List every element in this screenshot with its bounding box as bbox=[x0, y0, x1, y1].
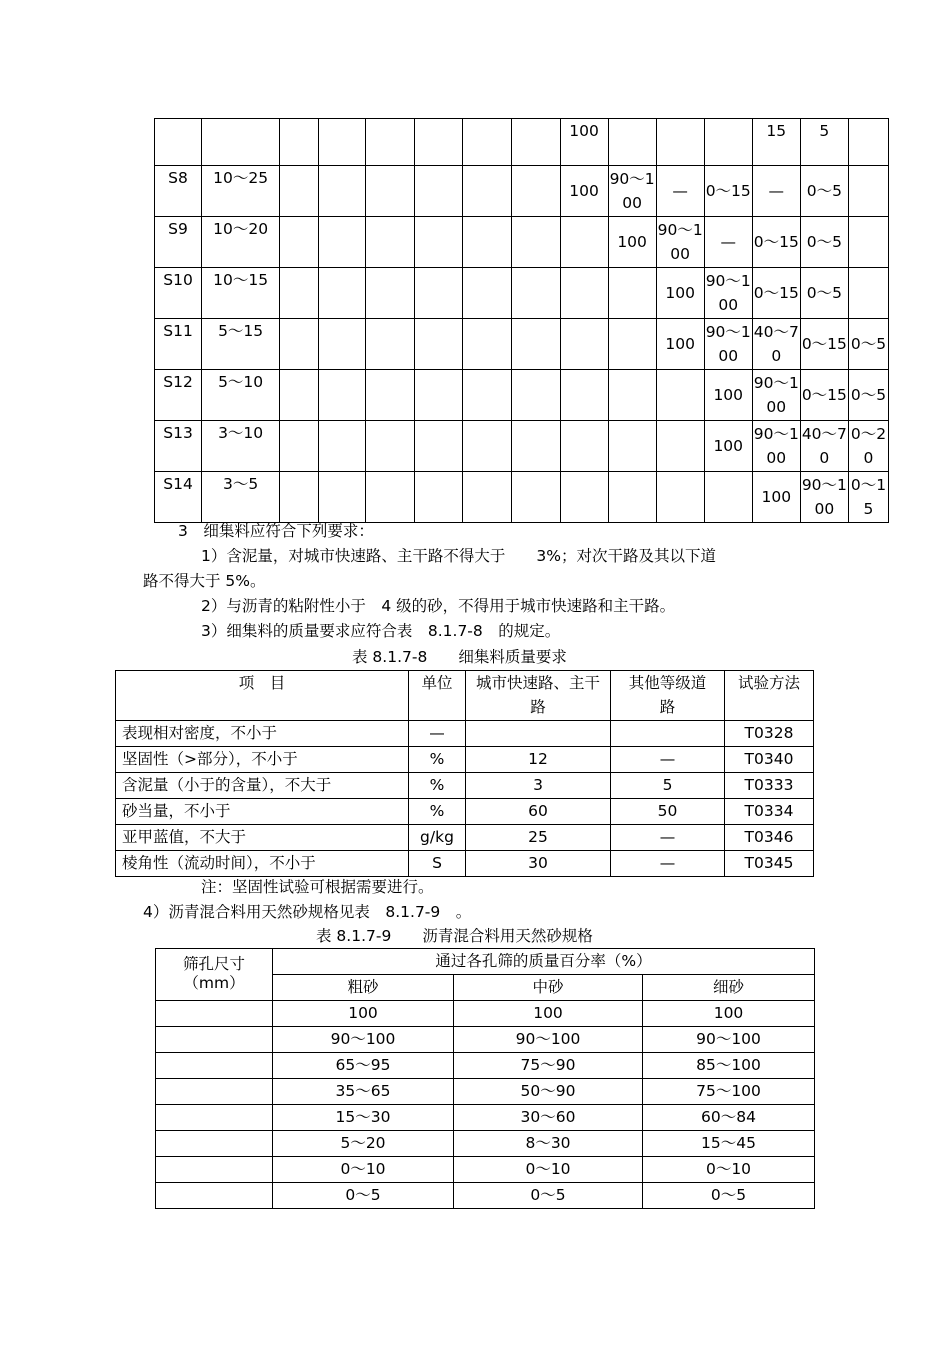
cell-item: 含泥量（小于的含量），不大于 bbox=[116, 773, 409, 799]
table-cell bbox=[415, 217, 463, 268]
cell-unit: % bbox=[409, 799, 466, 825]
table-cell bbox=[560, 472, 608, 523]
cell-fine: 0～10 bbox=[643, 1157, 815, 1183]
table-cell: 90～100 bbox=[752, 421, 800, 472]
table-cell bbox=[280, 166, 319, 217]
cell-coarse: 5～20 bbox=[273, 1131, 454, 1157]
cell-medium: 30～60 bbox=[454, 1105, 643, 1131]
table-row bbox=[156, 1001, 815, 1027]
cell-main: 60 bbox=[466, 799, 611, 825]
table-row bbox=[156, 1131, 815, 1157]
table-cell: — bbox=[752, 166, 800, 217]
cell-main: 25 bbox=[466, 825, 611, 851]
grade-code: S8 bbox=[155, 166, 202, 217]
cell-method: T0346 bbox=[725, 825, 814, 851]
cell-item: 棱角性（流动时间），不小于 bbox=[116, 851, 409, 877]
table-cell bbox=[280, 421, 319, 472]
cell-main: 3 bbox=[466, 773, 611, 799]
table-cell: 100 bbox=[560, 119, 608, 166]
clause-3-2: 2）与沥青的粘附性小于 4 级的砂，不得用于城市快速路和主干路。 bbox=[201, 597, 676, 615]
table-cell bbox=[463, 268, 512, 319]
table-cell bbox=[512, 421, 560, 472]
table-cell bbox=[366, 370, 415, 421]
cell-sieve bbox=[156, 1131, 273, 1157]
table-note: 注：坚固性试验可根据需要进行。 bbox=[201, 878, 434, 896]
header-fine-sand: 细砂 bbox=[643, 975, 815, 1001]
table-cell bbox=[512, 268, 560, 319]
table-row bbox=[116, 851, 814, 877]
cell-fine: 15～45 bbox=[643, 1131, 815, 1157]
table-row bbox=[155, 217, 889, 268]
table-row bbox=[155, 268, 889, 319]
cell-medium: 50～90 bbox=[454, 1079, 643, 1105]
grade-code: S14 bbox=[155, 472, 202, 523]
table-cell bbox=[608, 319, 656, 370]
cell-fine: 75～100 bbox=[643, 1079, 815, 1105]
clause-3: 3 细集料应符合下列要求： bbox=[178, 522, 374, 540]
table-cell bbox=[366, 217, 415, 268]
cell-method: T0340 bbox=[725, 747, 814, 773]
table-cell: 5 bbox=[800, 119, 848, 166]
table-cell bbox=[656, 370, 704, 421]
cell-other bbox=[611, 721, 725, 747]
table-cell bbox=[319, 319, 366, 370]
table-caption-8: 表 8.1.7-8 细集料质量要求 bbox=[352, 648, 567, 666]
size-range: 3～10 bbox=[202, 421, 280, 472]
header-test-method: 试验方法 bbox=[725, 671, 814, 721]
table-row bbox=[155, 370, 889, 421]
cell-other: 5 bbox=[611, 773, 725, 799]
clause-3-1b: 路不得大于 5%。 bbox=[143, 572, 266, 590]
table-cell bbox=[415, 319, 463, 370]
cell-medium: 100 bbox=[454, 1001, 643, 1027]
clause-3-3: 3）细集料的质量要求应符合表 8.1.7-8 的规定。 bbox=[201, 622, 561, 640]
table-row bbox=[155, 319, 889, 370]
table-cell: 90～100 bbox=[704, 268, 752, 319]
cell-medium: 0～10 bbox=[454, 1157, 643, 1183]
table-cell bbox=[366, 166, 415, 217]
table-cell bbox=[560, 370, 608, 421]
table-cell bbox=[560, 421, 608, 472]
cell-coarse: 0～10 bbox=[273, 1157, 454, 1183]
table-cell bbox=[704, 472, 752, 523]
table-cell: 100 bbox=[704, 421, 752, 472]
table-cell bbox=[512, 472, 560, 523]
table-row bbox=[116, 825, 814, 851]
table-header-row bbox=[156, 949, 815, 975]
cell-unit: % bbox=[409, 747, 466, 773]
table-cell: 100 bbox=[656, 268, 704, 319]
table-cell: 100 bbox=[752, 472, 800, 523]
cell-sieve bbox=[156, 1105, 273, 1131]
table-row bbox=[156, 1027, 815, 1053]
table-cell: — bbox=[656, 166, 704, 217]
header-main-road: 城市快速路、主干路 bbox=[466, 671, 611, 721]
table-cell: 40～70 bbox=[800, 421, 848, 472]
table-cell bbox=[319, 472, 366, 523]
table-cell bbox=[608, 421, 656, 472]
table-cell: 0～5 bbox=[800, 217, 848, 268]
size-range: 3～5 bbox=[202, 472, 280, 523]
table-cell bbox=[512, 370, 560, 421]
table-cell bbox=[512, 166, 560, 217]
table-row bbox=[116, 799, 814, 825]
table-header-row bbox=[116, 671, 814, 721]
table-cell: 0～15 bbox=[848, 472, 888, 523]
table-cell: 15 bbox=[752, 119, 800, 166]
cell-item: 砂当量，不小于 bbox=[116, 799, 409, 825]
cell-sieve bbox=[156, 1001, 273, 1027]
table-cell bbox=[280, 217, 319, 268]
table-cell: 0～15 bbox=[752, 268, 800, 319]
table-cell bbox=[848, 166, 888, 217]
table-caption-9: 表 8.1.7-9 沥青混合料用天然砂规格 bbox=[316, 927, 593, 945]
grade-code: S9 bbox=[155, 217, 202, 268]
table-cell bbox=[656, 421, 704, 472]
cell-main: 12 bbox=[466, 747, 611, 773]
table-cell bbox=[512, 217, 560, 268]
grade-code: S10 bbox=[155, 268, 202, 319]
table-cell bbox=[560, 217, 608, 268]
header-pass-percent: 通过各孔筛的质量百分率（%） bbox=[273, 949, 815, 975]
table-cell: 0～5 bbox=[800, 166, 848, 217]
table-cell bbox=[319, 421, 366, 472]
table-cell bbox=[319, 166, 366, 217]
table-row bbox=[156, 1183, 815, 1209]
table-row bbox=[156, 1079, 815, 1105]
table-row bbox=[155, 166, 889, 217]
table-cell bbox=[848, 217, 888, 268]
table-cell bbox=[366, 472, 415, 523]
table-cell bbox=[463, 472, 512, 523]
table-cell bbox=[280, 472, 319, 523]
table-cell: 0～5 bbox=[848, 319, 888, 370]
table-cell bbox=[512, 319, 560, 370]
grade-code: S11 bbox=[155, 319, 202, 370]
cell-item: 表现相对密度，不小于 bbox=[116, 721, 409, 747]
table-row bbox=[155, 119, 889, 166]
cell-sieve bbox=[156, 1183, 273, 1209]
table-row bbox=[116, 747, 814, 773]
table-cell: 90～100 bbox=[800, 472, 848, 523]
table-cell bbox=[319, 268, 366, 319]
table-cell: 90～100 bbox=[704, 319, 752, 370]
natural-sand-spec-table bbox=[155, 948, 815, 1209]
cell-fine: 0～5 bbox=[643, 1183, 815, 1209]
table-cell: 40～70 bbox=[752, 319, 800, 370]
grade-code: S13 bbox=[155, 421, 202, 472]
cell-method: T0345 bbox=[725, 851, 814, 877]
table-cell bbox=[319, 370, 366, 421]
table-cell bbox=[366, 268, 415, 319]
size-range: 5～10 bbox=[202, 370, 280, 421]
table-cell: 90～100 bbox=[752, 370, 800, 421]
cell-other: — bbox=[611, 747, 725, 773]
cell-coarse: 0～5 bbox=[273, 1183, 454, 1209]
table-cell: 0～15 bbox=[752, 217, 800, 268]
cell-medium: 90～100 bbox=[454, 1027, 643, 1053]
cell-coarse: 100 bbox=[273, 1001, 454, 1027]
cell-medium: 0～5 bbox=[454, 1183, 643, 1209]
header-medium-sand: 中砂 bbox=[454, 975, 643, 1001]
cell-other: — bbox=[611, 825, 725, 851]
table-cell bbox=[463, 166, 512, 217]
table-cell bbox=[560, 268, 608, 319]
table-cell bbox=[463, 217, 512, 268]
table-cell bbox=[415, 472, 463, 523]
header-sieve-unit: （mm） bbox=[183, 974, 245, 992]
table-cell bbox=[608, 370, 656, 421]
cell-unit: S bbox=[409, 851, 466, 877]
cell-fine: 85～100 bbox=[643, 1053, 815, 1079]
table-row bbox=[155, 421, 889, 472]
cell-main bbox=[466, 721, 611, 747]
cell-sieve bbox=[156, 1053, 273, 1079]
table-row bbox=[156, 1105, 815, 1131]
cell-fine: 90～100 bbox=[643, 1027, 815, 1053]
grade-code: S12 bbox=[155, 370, 202, 421]
header-other-road: 其他等级道路 bbox=[611, 671, 725, 721]
cell-unit: % bbox=[409, 773, 466, 799]
cell-method: T0334 bbox=[725, 799, 814, 825]
table-cell: 0～5 bbox=[848, 370, 888, 421]
table-cell: 100 bbox=[656, 319, 704, 370]
table-cell bbox=[366, 319, 415, 370]
table-cell bbox=[280, 268, 319, 319]
table-cell: — bbox=[704, 217, 752, 268]
table-row bbox=[156, 1157, 815, 1183]
table-row bbox=[116, 773, 814, 799]
table-cell bbox=[280, 370, 319, 421]
cell-item: 坚固性（>部分），不小于 bbox=[116, 747, 409, 773]
table-cell: 100 bbox=[560, 166, 608, 217]
table-cell bbox=[608, 268, 656, 319]
header-coarse-sand: 粗砂 bbox=[273, 975, 454, 1001]
cell-sieve bbox=[156, 1079, 273, 1105]
table-cell bbox=[415, 166, 463, 217]
table-cell bbox=[848, 268, 888, 319]
cell-method: T0328 bbox=[725, 721, 814, 747]
table-cell bbox=[608, 472, 656, 523]
fine-aggregate-quality-table bbox=[115, 670, 814, 877]
table-cell: 100 bbox=[704, 370, 752, 421]
table-cell bbox=[463, 370, 512, 421]
cell-fine: 60～84 bbox=[643, 1105, 815, 1131]
table-cell bbox=[463, 319, 512, 370]
cell-method: T0333 bbox=[725, 773, 814, 799]
size-range: 10～20 bbox=[202, 217, 280, 268]
table-cell bbox=[560, 319, 608, 370]
size-range: 5～15 bbox=[202, 319, 280, 370]
table-cell bbox=[656, 472, 704, 523]
header-sieve-label: 筛孔尺寸 bbox=[182, 955, 245, 973]
table-cell: 0～15 bbox=[800, 370, 848, 421]
table-cell bbox=[415, 268, 463, 319]
cell-sieve bbox=[156, 1157, 273, 1183]
table-cell bbox=[415, 370, 463, 421]
cell-coarse: 90～100 bbox=[273, 1027, 454, 1053]
cell-main: 30 bbox=[466, 851, 611, 877]
size-range: 10～15 bbox=[202, 268, 280, 319]
table-cell bbox=[463, 421, 512, 472]
table-cell: 100 bbox=[608, 217, 656, 268]
cell-other: — bbox=[611, 851, 725, 877]
cell-other: 50 bbox=[611, 799, 725, 825]
table-cell bbox=[280, 319, 319, 370]
table-cell: 0～20 bbox=[848, 421, 888, 472]
cell-fine: 100 bbox=[643, 1001, 815, 1027]
cell-medium: 75～90 bbox=[454, 1053, 643, 1079]
cell-coarse: 65～95 bbox=[273, 1053, 454, 1079]
table-row bbox=[116, 721, 814, 747]
cell-unit: g/kg bbox=[409, 825, 466, 851]
header-item: 项 目 bbox=[116, 671, 409, 721]
cell-coarse: 15～30 bbox=[273, 1105, 454, 1131]
cell-medium: 8～30 bbox=[454, 1131, 643, 1157]
table-cell: 0～5 bbox=[800, 268, 848, 319]
clause-3-1a: 1）含泥量，对城市快速路、主干路不得大于 3%；对次干路及其以下道 bbox=[201, 547, 716, 565]
header-sieve-size bbox=[156, 949, 273, 1001]
header-unit: 单位 bbox=[409, 671, 466, 721]
clause-4: 4）沥青混合料用天然砂规格见表 8.1.7-9 。 bbox=[143, 903, 472, 921]
cell-unit: — bbox=[409, 721, 466, 747]
size-range: 10～25 bbox=[202, 166, 280, 217]
table-cell bbox=[319, 217, 366, 268]
table-cell: 0～15 bbox=[704, 166, 752, 217]
cell-coarse: 35～65 bbox=[273, 1079, 454, 1105]
cell-sieve bbox=[156, 1027, 273, 1053]
table-cell: 0～15 bbox=[800, 319, 848, 370]
table-row bbox=[155, 472, 889, 523]
table-cell bbox=[366, 421, 415, 472]
cell-item: 亚甲蓝值，不大于 bbox=[116, 825, 409, 851]
table-cell: 90～100 bbox=[608, 166, 656, 217]
table-row bbox=[156, 1053, 815, 1079]
coarse-aggregate-table bbox=[154, 118, 889, 523]
table-cell: 90～100 bbox=[656, 217, 704, 268]
table-cell bbox=[415, 421, 463, 472]
